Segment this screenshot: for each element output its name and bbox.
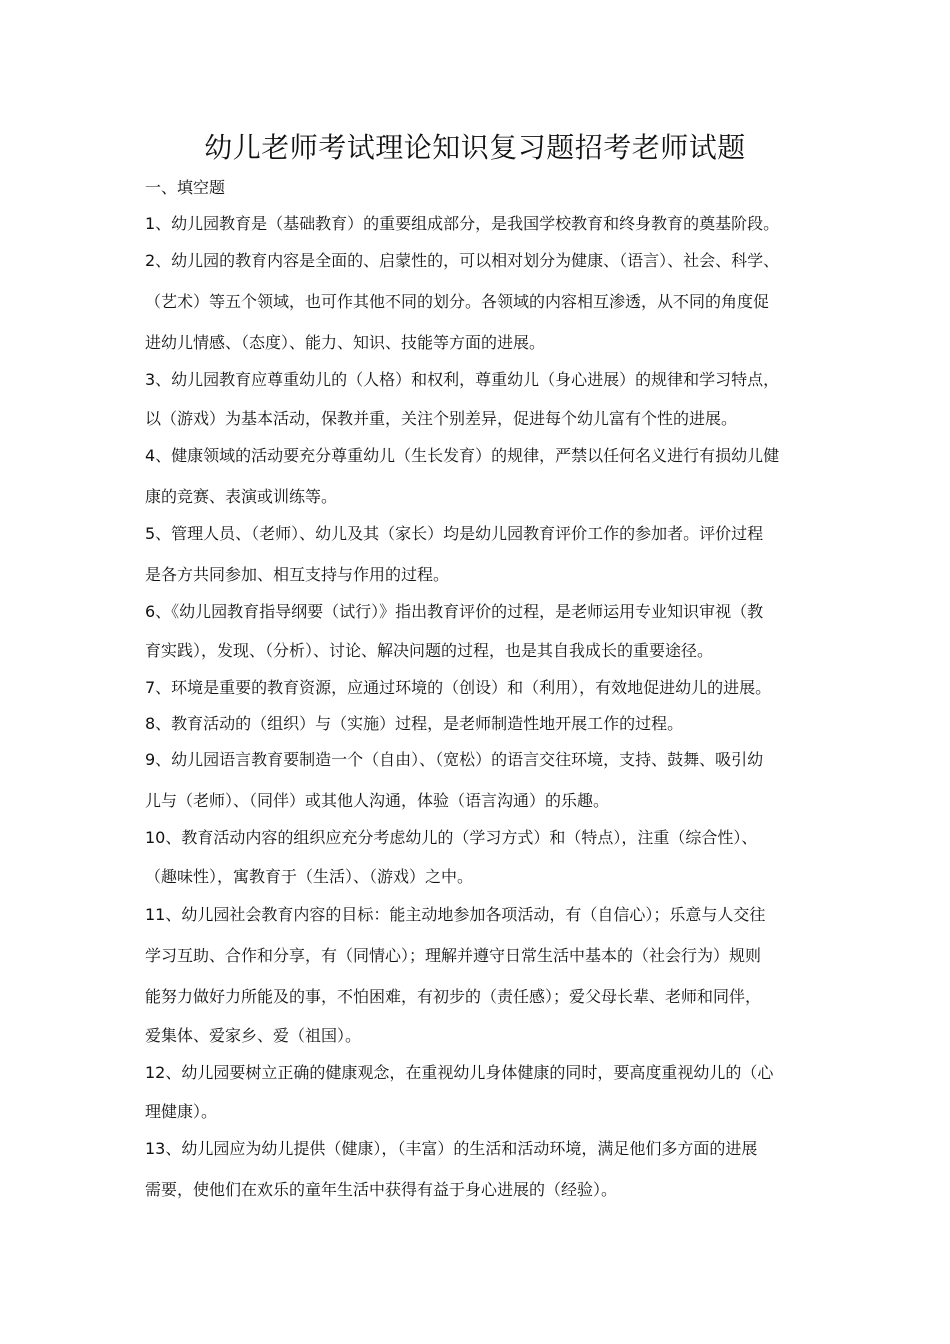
paragraph-line: 理健康）。	[145, 1102, 218, 1121]
paragraph-line: 是各方共同参加、相互支持与作用的过程。	[145, 565, 450, 584]
paragraph-line: 3、幼儿园教育应尊重幼儿的（人格）和权利，尊重幼儿（身心进展）的规律和学习特点，	[145, 370, 780, 389]
paragraph-line: 5、管理人员、（老师）、幼儿及其（家长）均是幼儿园教育评价工作的参加者。评价过程	[145, 524, 764, 543]
paragraph-line: 以（游戏）为基本活动，保教并重，关注个别差异，促进每个幼儿富有个性的进展。	[145, 409, 738, 428]
paragraph-line: （趣味性），寓教育于（生活）、（游戏）之中。	[145, 867, 474, 886]
paragraph-line: 进幼儿情感、（态度）、能力、知识、技能等方面的进展。	[145, 333, 546, 352]
paragraph-line: 11、幼儿园社会教育内容的目标：能主动地参加各项活动，有（自信心）；乐意与人交往	[145, 905, 766, 924]
paragraph-line: 1、幼儿园教育是（基础教育）的重要组成部分，是我国学校教育和终身教育的奠基阶段。	[145, 214, 780, 233]
paragraph-line: 4、健康领域的活动要充分尊重幼儿（生长发育）的规律，严禁以任何名义进行有损幼儿健	[145, 446, 780, 465]
paragraph-line: 学习互助、合作和分享，有（同情心）；理解并遵守日常生活中基本的（社会行为）规则	[145, 946, 762, 965]
paragraph-line: 2、幼儿园的教育内容是全面的、启蒙性的，可以相对划分为健康、（语言）、社会、科学、	[145, 251, 780, 270]
paragraph-line: 6、《幼儿园教育指导纲要（试行）》指出教育评价的过程，是老师运用专业知识审视（教	[145, 602, 764, 621]
paragraph-line: 10、教育活动内容的组织应充分考虑幼儿的（学习方式）和（特点），注重（综合性）、	[145, 828, 758, 847]
paragraph-line: 能努力做好力所能及的事，不怕困难，有初步的（责任感）；爱父母长辈、老师和同伴，	[145, 987, 762, 1006]
paragraph-line: 儿与（老师）、（同伴）或其他人沟通，体验（语言沟通）的乐趣。	[145, 791, 610, 810]
paragraph-line: （艺术）等五个领域，也可作其他不同的划分。各领域的内容相互渗透，从不同的角度促	[145, 292, 770, 311]
paragraph-line: 育实践），发现、（分析）、讨论、解决问题的过程，也是其自我成长的重要途径。	[145, 641, 714, 660]
paragraph-line: 7、环境是重要的教育资源，应通过环境的（创设）和（利用），有效地促进幼儿的进展。	[145, 678, 772, 697]
paragraph-line: 需要，使他们在欢乐的童年生活中获得有益于身心进展的（经验）。	[145, 1180, 618, 1199]
paragraph-line: 8、教育活动的（组织）与（实施）过程，是老师制造性地开展工作的过程。	[145, 714, 684, 733]
paragraph-line: 12、幼儿园要树立正确的健康观念，在重视幼儿身体健康的同时，要高度重视幼儿的（心	[145, 1063, 774, 1082]
paragraph-line: 13、幼儿园应为幼儿提供（健康），（丰富）的生活和活动环境，满足他们多方面的进展	[145, 1139, 758, 1158]
section-heading: 一、填空题	[145, 178, 226, 197]
document-title: 幼儿老师考试理论知识复习题招考老师试题	[204, 131, 746, 164]
paragraph-line: 爱集体、爱家乡、爱（祖国）。	[145, 1026, 362, 1045]
paragraph-line: 9、幼儿园语言教育要制造一个（自由）、（宽松）的语言交往环境，支持、鼓舞、吸引幼	[145, 750, 764, 769]
paragraph-line: 康的竞赛、表演或训练等。	[145, 487, 338, 506]
